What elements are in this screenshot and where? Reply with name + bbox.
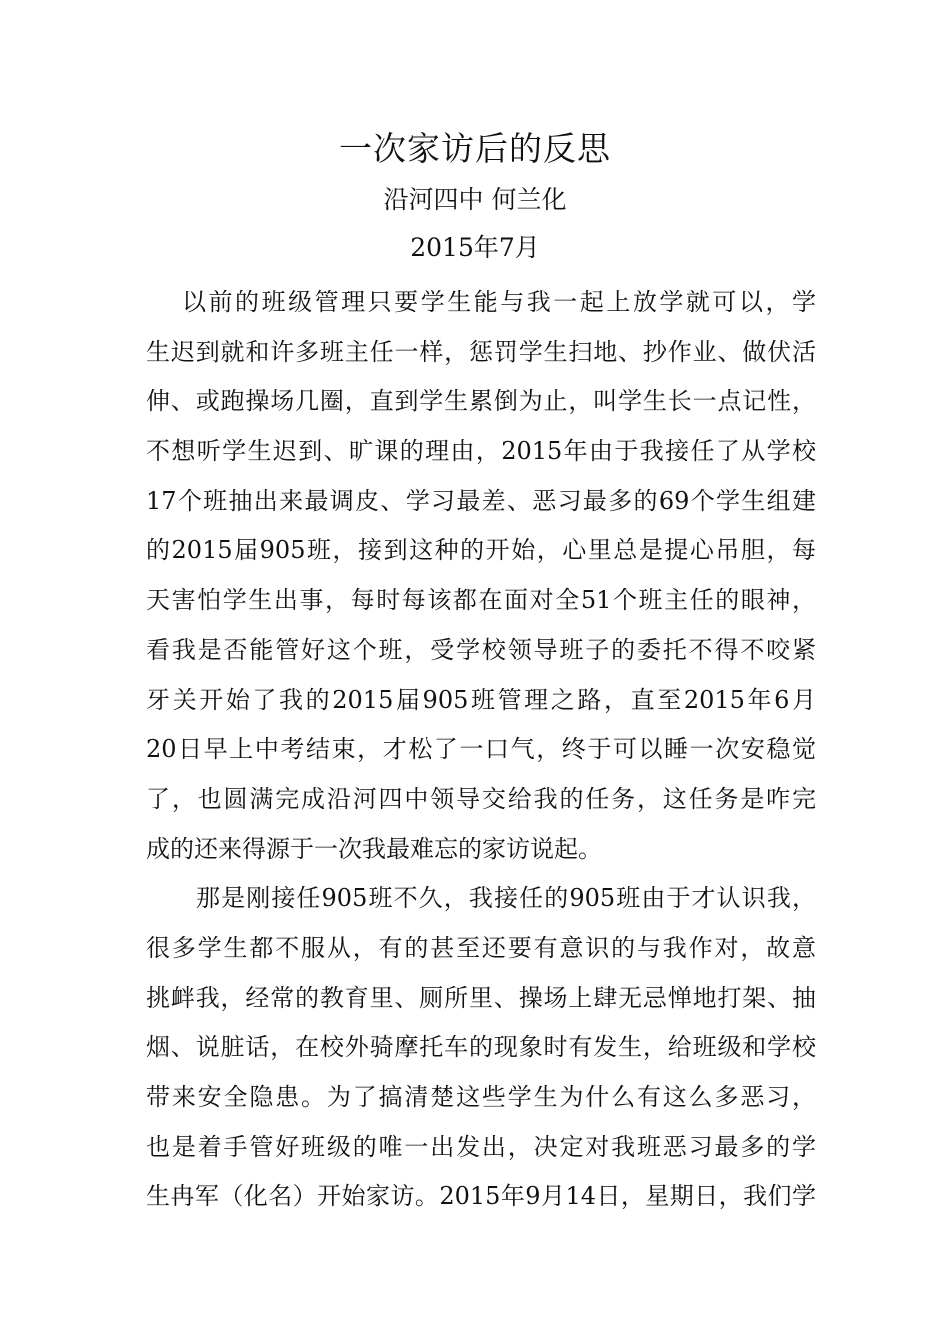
document-title: 一次家访后的反思 bbox=[339, 129, 611, 168]
text-line: 不想听学生迟到、旷课的理由，2015年由于我接任了从学校 bbox=[146, 437, 816, 466]
text-line: 天害怕学生出事，每时每该都在面对全51个班主任的眼神， bbox=[146, 586, 816, 615]
text-line: 也是着手管好班级的唯一出发出，决定对我班恶习最多的学 bbox=[146, 1132, 816, 1161]
text-line: 那是刚接任905班不久，我接任的905班由于才认识我， bbox=[196, 884, 816, 913]
document-author: 沿河四中 何兰化 bbox=[383, 185, 567, 214]
text-line: 很多学生都不服从，有的甚至还要有意识的与我作对，故意 bbox=[146, 933, 816, 962]
text-line: 以前的班级管理只要学生能与我一起上放学就可以，学 bbox=[182, 288, 816, 316]
text-line: 生迟到就和许多班主任一样，惩罚学生扫地、抄作业、做伏活 bbox=[146, 337, 816, 366]
paragraph bbox=[146, 874, 816, 1222]
text-line: 烟、说脏话，在校外骑摩托车的现象时有发生，给班级和学校 bbox=[146, 1033, 816, 1062]
text-line: 生冉军（化名）开始家访。2015年9月14日，星期日，我们学 bbox=[146, 1182, 816, 1211]
document-date: 2015年7月 bbox=[410, 233, 540, 262]
text-line: 17个班抽出来最调皮、学习最差、恶习最多的69个学生组建 bbox=[146, 486, 816, 515]
text-line: 的2015届905班，接到这种的开始，心里总是提心吊胆，每 bbox=[146, 536, 816, 565]
text-line: 20日早上中考结束，才松了一口气，终于可以睡一次安稳觉 bbox=[146, 735, 816, 764]
text-line: 了，也圆满完成沿河四中领导交给我的任务，这任务是咋完 bbox=[146, 784, 816, 813]
text-line: 看我是否能管好这个班，受学校领导班子的委托不得不咬紧 bbox=[146, 635, 816, 664]
text-line: 成的还来得源于一次我最难忘的家访说起。 bbox=[146, 834, 602, 863]
text-line: 挑衅我，经常的教育里、厕所里、操场上肆无忌惮地打架、抽 bbox=[146, 983, 816, 1012]
text-line: 伸、或跑操场几圈，直到学生累倒为止，叫学生长一点记性， bbox=[146, 387, 816, 416]
paragraph bbox=[146, 278, 816, 874]
document-body bbox=[146, 278, 816, 1222]
text-line: 牙关开始了我的2015届905班管理之路，直至2015年6月 bbox=[146, 685, 816, 714]
text-line: 带来安全隐患。为了搞清楚这些学生为什么有这么多恶习， bbox=[146, 1083, 816, 1111]
